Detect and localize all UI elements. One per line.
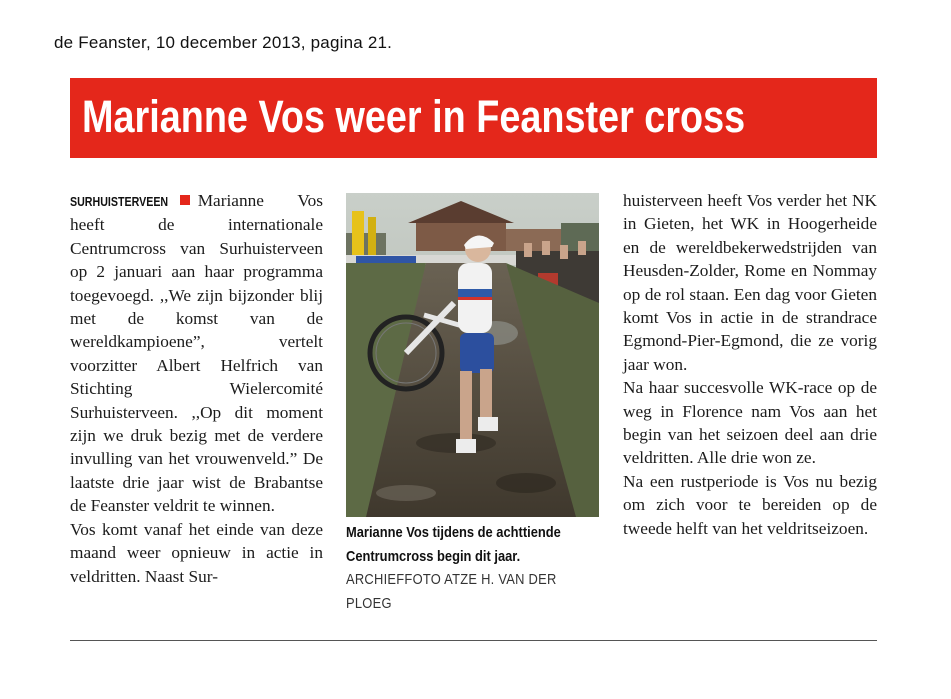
- paragraph: Na haar succesvolle WK-race op de weg in Florence nam Vos aan het begin van het seizoen deel aan drie veldritten. Alle drie won ze.: [623, 378, 877, 468]
- paragraph: huisterveen heeft Vos verder het NK in Gieten, het WK in Hoogerheide en de wereldbekerwedstrijden van Heusden-Zolder, Rome en Nommay op de rol staan. Een dag voor Gieten komt Vos in actie in de strandrace Egmond-Pier-Egmond, die ze vorig jaar won.: [623, 191, 877, 374]
- paragraph-text: Marianne Vos heeft de internationale Centrumcross van Surhuisterveen op 2 januari aan haar programma toegevoegd. ,,We zijn bijzonder blij met de komst van de wereldkampioene”, vertelt voorzitter Albert Helfrich van Stichting Wielercomité Surhuisterveen. ,,Op dit moment zijn we druk bezig met de verdere invulling van het vrouwenveld.” De laatste drie jaar wist de Brabantse de Feanster veldrit te winnen.: [70, 191, 323, 516]
- source-line: de Feanster, 10 december 2013, pagina 21.: [54, 33, 393, 52]
- paragraph: Na een rustperiode is Vos nu bezig om zich voor te bereiden op de tweede helft van het veldritseizoen.: [623, 471, 877, 538]
- dateline: SURHUISTERVEEN: [70, 194, 169, 209]
- paragraph: Vos komt vanaf het einde van deze maand weer opnieuw in actie in veldritten. Naast Sur-: [70, 519, 323, 586]
- article-column-3: [623, 189, 877, 540]
- paragraph: [70, 189, 323, 518]
- bottom-rule: [70, 640, 877, 641]
- photo-credit: ARCHIEFFOTO ATZE H. VAN DER PLOEG: [346, 571, 557, 612]
- cyclist-photo-illustration: [346, 193, 599, 517]
- headline: Marianne Vos weer in Feanster cross: [82, 91, 746, 142]
- article-photo: [346, 193, 599, 517]
- dateline-square-icon: [180, 195, 190, 205]
- article-column-1: [70, 189, 323, 588]
- caption-text: Marianne Vos tijdens de achttiende Centrumcross begin dit jaar.: [346, 524, 561, 565]
- photo-caption: [346, 521, 599, 615]
